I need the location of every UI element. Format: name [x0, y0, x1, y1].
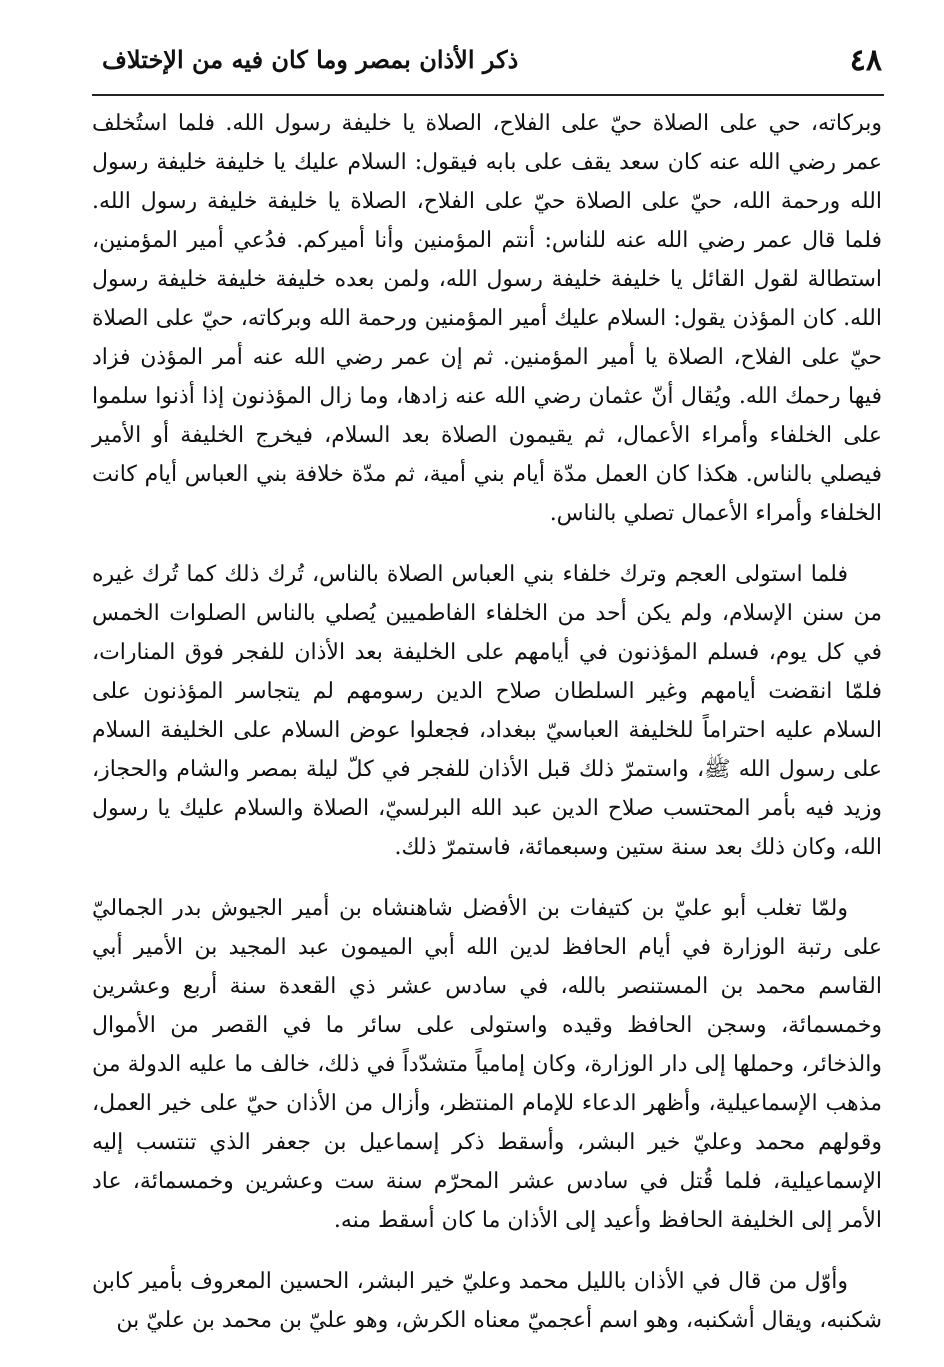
paragraph: ولمّا تغلب أبو عليّ بن كتيفات بن الأفضل شاهنشاه بن أمير الجيوش بدر الجماليّ على رتبة الوزارة في أيام الحافظ لدين الله أبي الميمون عبد المجيد بن الأمير أبي القاسم محمد بن المستنصر بالله، في سادس عشر ذي القعدة سنة أربع وعشرين وخمسمائة، وسجن الحافظ وقيده واستولى على سائر ما في القصر من الأموال والذخائر، وحملها إلى دار الوزارة، وكان إمامياً متشدّداً في ذلك، خالف ما عليه الدولة من مذهب الإسماعيلية، وأظهر الدعاء للإمام المنتظر، وأزال من الأذان حيّ على خير العمل، وقولهم محمد وعليّ خير البشر، وأسقط ذكر إسماعيل بن جعفر الذي تنتسب إليه الإسماعيلية، فلما قُتل في سادس عشر المحرّم سنة ست وعشرين وخمسمائة، عاد الأمر إلى الخليفة الحافظ وأعيد إلى الأذان ما كان أسقط منه.: [92, 896, 882, 1233]
running-title: ذكر الأذان بمصر وما كان فيه من الإختلاف: [102, 45, 519, 74]
page-number: ٤٨: [849, 43, 882, 78]
paragraph: وبركاته، حي على الصلاة حيّ على الفلاح، الصلاة يا خليفة رسول الله. فلما استُخلف عمر رضي الله عنه كان سعد يقف على بابه فيقول: السلام عليك يا خليفة خليفة رسول الله ورحمة الله، حيّ على الصلاة حيّ على الفلاح، الصلاة يا خليفة خليفة رسول الله. فلما قال عمر رضي الله عنه للناس: أنتم المؤمنين وأنا أميركم. فدُعي أمير المؤمنين، استطالة لقول القائل يا خليفة خليفة رسول الله، ولمن بعده خليفة خليفة خليفة رسول الله. كان المؤذن يقول: السلام عليك أمير المؤمنين ورحمة الله وبركاته، حيّ على الصلاة حيّ على الفلاح، الصلاة يا أمير المؤمنين. ثم إن عمر رضي الله عنه أمر المؤذن فزاد فيها رحمك الله. ويُقال أنّ عثمان رضي الله عنه زادها، وما زال المؤذنون إذا أذنوا سلموا على الخلفاء وأمراء الأعمال، ثم يقيمون الصلاة بعد السلام، فيخرج الخليفة أو الأمير فيصلي بالناس. هكذا كان العمل مدّة أيام بني أمية، ثم مدّة خلافة بني العباس أيام كانت الخلفاء وأمراء الأعمال تصلي بالناس.: [92, 111, 882, 526]
paragraph: فلما استولى العجم وترك خلفاء بني العباس الصلاة بالناس، تُرك ذلك كما تُرك غيره من سنن الإسلام، ولم يكن أحد من الخلفاء الفاطميين يُصلي بالناس الصلوات الخمس في كل يوم، فسلم المؤذنون في أيامهم على الخليفة بعد الأذان للفجر فوق المنارات، فلمّا انقضت أيامهم وغير السلطان صلاح الدين رسومهم لم يتجاسر المؤذنون على السلام عليه احتراماً للخليفة العباسيّ ببغداد، فجعلوا عوض السلام على الخليفة السلام على رسول الله ﷺ، واستمرّ ذلك قبل الأذان للفجر في كلّ ليلة بمصر والشام والحجاز، وزيد فيه بأمر المحتسب صلاح الدين عبد الله البرلسيّ، الصلاة والسلام عليك يا رسول الله، وكان ذلك بعد سنة ستين وسبعمائة، فاستمرّ ذلك.: [92, 562, 882, 860]
body-text: [92, 104, 882, 1340]
page-header: [92, 40, 882, 90]
header-divider: [92, 94, 884, 96]
paragraph: وأوّل من قال في الأذان بالليل محمد وعليّ خير البشر، الحسين المعروف بأمير كابن شكنبه، ويقال أشكنبه، وهو اسم أعجميّ معناه الكرش، وهو عليّ بن محمد بن عليّ بن: [92, 1269, 882, 1333]
